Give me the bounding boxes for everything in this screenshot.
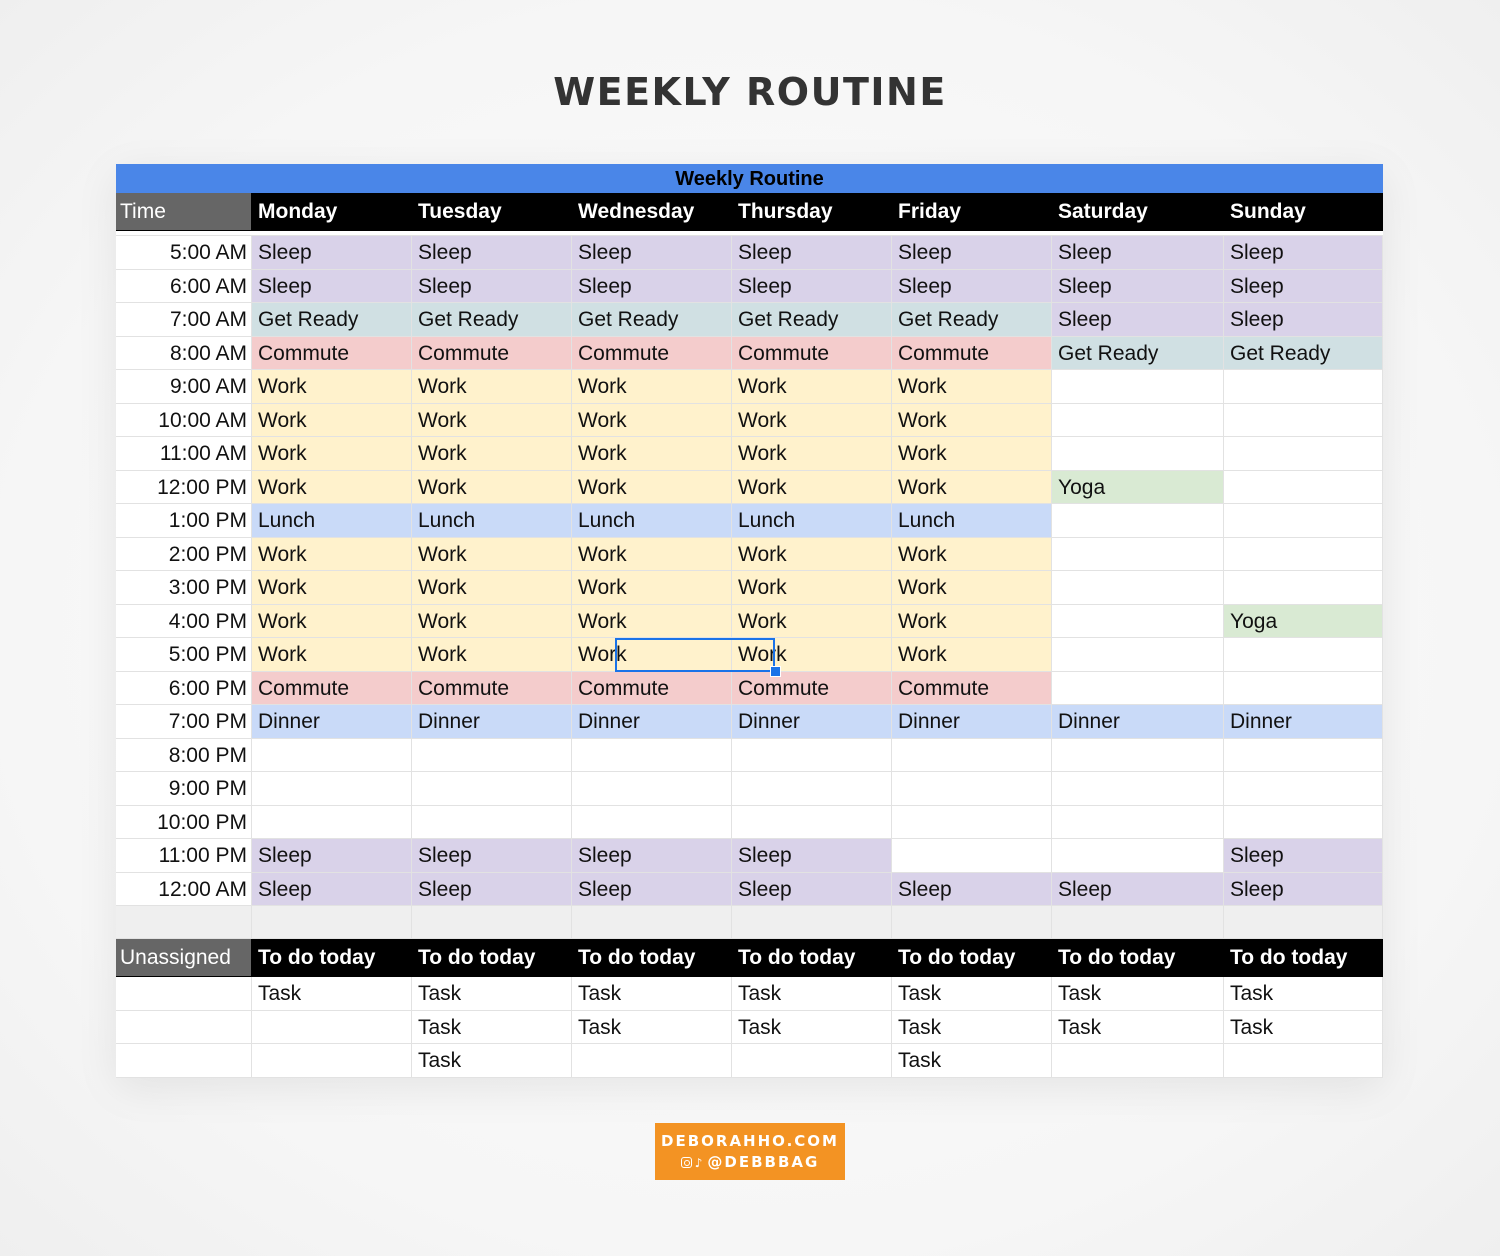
schedule-cell[interactable] [1052,605,1224,639]
task-cell[interactable]: Task [892,977,1052,1011]
schedule-row [116,437,1383,471]
schedule-cell[interactable]: Yoga [1224,605,1383,639]
fill-handle[interactable] [770,666,781,677]
schedule-cell[interactable] [1224,638,1383,672]
schedule-row [116,571,1383,605]
badge-handle: @DEBBBAG [707,1153,820,1171]
schedule-row [116,236,1383,270]
schedule-cell[interactable]: Work [572,605,732,639]
schedule-cell[interactable]: Get Ready [252,303,412,337]
badge-site: DEBORAHHO.COM [661,1132,839,1150]
schedule-cell[interactable]: Sleep [572,270,732,304]
schedule-cell[interactable]: Lunch [732,504,892,538]
schedule-cell[interactable]: Get Ready [1052,337,1224,371]
schedule-cell[interactable]: Sleep [252,839,412,873]
schedule-cell[interactable]: Sleep [892,236,1052,270]
schedule-cell[interactable]: Yoga [1052,471,1224,505]
schedule-cell[interactable]: Sleep [732,236,892,270]
page-title: WEEKLY ROUTINE [553,70,947,114]
time-cell[interactable]: 6:00 PM [116,672,252,706]
schedule-cell[interactable]: Commute [572,337,732,371]
schedule-cell[interactable] [732,772,892,806]
schedule-cell[interactable]: Get Ready [732,303,892,337]
schedule-cell[interactable]: Sleep [412,236,572,270]
schedule-cell[interactable] [1052,672,1224,706]
unassigned-header[interactable]: Unassigned [116,939,252,977]
schedule-cell[interactable]: Work [732,538,892,572]
task-cell[interactable]: Task [252,977,412,1011]
schedule-cell[interactable]: Commute [732,672,892,706]
task-cell[interactable] [1052,1044,1224,1078]
schedule-row [116,839,1383,873]
schedule-cell[interactable]: Work [252,404,412,438]
schedule-cell[interactable]: Work [412,638,572,672]
schedule-cell[interactable]: Dinner [412,705,572,739]
schedule-cell[interactable] [252,772,412,806]
schedule-cell[interactable]: Dinner [892,705,1052,739]
schedule-cell[interactable] [1052,538,1224,572]
schedule-cell[interactable]: Work [732,605,892,639]
schedule-cell[interactable] [1224,806,1383,840]
task-cell[interactable]: Task [732,1011,892,1045]
time-cell[interactable]: 10:00 AM [116,404,252,438]
schedule-cell[interactable]: Work [892,404,1052,438]
schedule-row [116,303,1383,337]
spreadsheet [116,164,1383,1078]
task-cell[interactable]: Task [1052,1011,1224,1045]
schedule-cell[interactable] [1224,370,1383,404]
schedule-cell[interactable] [892,739,1052,773]
schedule-cell[interactable]: Work [732,471,892,505]
schedule-cell[interactable]: Work [252,605,412,639]
schedule-row [116,705,1383,739]
schedule-row [116,605,1383,639]
schedule-cell[interactable]: Work [252,638,412,672]
schedule-cell[interactable] [572,739,732,773]
task-cell[interactable] [252,1044,412,1078]
empty-cell[interactable] [116,906,252,939]
schedule-cell[interactable] [412,806,572,840]
schedule-cell[interactable] [1052,404,1224,438]
schedule-cell[interactable]: Sleep [252,270,412,304]
time-cell[interactable]: 6:00 AM [116,270,252,304]
schedule-cell[interactable]: Sleep [572,839,732,873]
schedule-cell[interactable]: Work [252,538,412,572]
schedule-cell[interactable]: Work [412,471,572,505]
todo-row [116,1011,1383,1045]
day-header-monday[interactable]: Monday [252,193,412,231]
empty-cell[interactable] [572,906,732,939]
schedule-cell[interactable]: Work [252,571,412,605]
empty-cell[interactable] [732,906,892,939]
schedule-cell[interactable] [892,772,1052,806]
todo-header-cell[interactable]: To do today [732,939,892,977]
schedule-body [116,236,1383,906]
schedule-cell[interactable]: Work [892,638,1052,672]
schedule-cell[interactable]: Sleep [412,270,572,304]
schedule-row [116,806,1383,840]
empty-cell[interactable] [116,977,252,1011]
schedule-cell[interactable]: Get Ready [892,303,1052,337]
schedule-cell[interactable]: Work [252,471,412,505]
schedule-cell[interactable] [1224,772,1383,806]
todo-header-cell[interactable]: To do today [252,939,412,977]
schedule-cell[interactable] [412,772,572,806]
schedule-cell[interactable]: Dinner [572,705,732,739]
separator-row [116,906,1383,939]
task-cell[interactable] [572,1044,732,1078]
schedule-cell[interactable]: Sleep [892,270,1052,304]
todo-header-cell[interactable]: To do today [412,939,572,977]
schedule-cell[interactable]: Sleep [892,873,1052,907]
task-cell[interactable] [732,1044,892,1078]
schedule-cell[interactable] [1224,471,1383,505]
day-header-thursday[interactable]: Thursday [732,193,892,231]
task-cell[interactable]: Task [892,1011,1052,1045]
instagram-icon [681,1157,692,1168]
schedule-cell[interactable]: Sleep [1224,839,1383,873]
schedule-cell[interactable] [732,739,892,773]
schedule-cell[interactable]: Sleep [572,873,732,907]
todo-body [116,977,1383,1078]
task-cell[interactable]: Task [1052,977,1224,1011]
schedule-cell[interactable] [1052,739,1224,773]
schedule-cell[interactable]: Work [892,605,1052,639]
schedule-row [116,772,1383,806]
schedule-cell[interactable]: Work [412,437,572,471]
schedule-cell[interactable]: Work [572,437,732,471]
schedule-cell[interactable]: Commute [252,337,412,371]
schedule-cell[interactable]: Sleep [1052,270,1224,304]
schedule-cell[interactable] [252,806,412,840]
todo-header-cell[interactable]: To do today [1224,939,1383,977]
time-header[interactable]: Time [116,193,252,231]
schedule-cell[interactable] [1052,839,1224,873]
sheet-banner[interactable]: Weekly Routine [116,164,1383,193]
schedule-cell[interactable]: Sleep [1224,236,1383,270]
schedule-row [116,672,1383,706]
todo-row [116,977,1383,1011]
schedule-cell[interactable]: Get Ready [412,303,572,337]
schedule-cell[interactable]: Dinner [732,705,892,739]
schedule-cell[interactable]: Sleep [1224,873,1383,907]
task-cell[interactable]: Task [1224,1011,1383,1045]
schedule-cell[interactable]: Get Ready [1224,337,1383,371]
day-header-sunday[interactable]: Sunday [1224,193,1383,231]
task-cell[interactable]: Task [572,977,732,1011]
task-cell[interactable]: Task [412,977,572,1011]
day-header-friday[interactable]: Friday [892,193,1052,231]
schedule-cell[interactable]: Work [892,538,1052,572]
schedule-cell[interactable] [1052,370,1224,404]
schedule-cell[interactable]: Work [572,404,732,438]
schedule-row [116,270,1383,304]
schedule-cell[interactable] [1224,404,1383,438]
schedule-cell[interactable] [1224,538,1383,572]
schedule-cell[interactable]: Lunch [412,504,572,538]
schedule-cell[interactable] [732,806,892,840]
schedule-cell[interactable] [1052,638,1224,672]
time-cell[interactable]: 9:00 AM [116,370,252,404]
schedule-row [116,538,1383,572]
schedule-cell[interactable]: Work [732,404,892,438]
day-header-wednesday[interactable]: Wednesday [572,193,732,231]
schedule-cell[interactable]: Work [412,571,572,605]
schedule-cell[interactable]: Sleep [412,873,572,907]
schedule-cell[interactable]: Work [892,370,1052,404]
schedule-cell[interactable]: Work [572,571,732,605]
schedule-cell[interactable]: Work [572,370,732,404]
schedule-row [116,739,1383,773]
schedule-cell[interactable] [1052,772,1224,806]
schedule-cell[interactable]: Sleep [412,839,572,873]
empty-cell[interactable] [252,906,412,939]
time-cell[interactable]: 7:00 PM [116,705,252,739]
schedule-cell[interactable] [1052,504,1224,538]
task-cell[interactable]: Task [892,1044,1052,1078]
schedule-cell[interactable]: Work [892,437,1052,471]
schedule-cell[interactable]: Sleep [1052,303,1224,337]
schedule-cell[interactable]: Work [732,370,892,404]
schedule-cell[interactable]: Lunch [252,504,412,538]
schedule-cell[interactable]: Sleep [732,270,892,304]
schedule-cell[interactable]: Commute [892,672,1052,706]
schedule-cell[interactable]: Work [732,571,892,605]
schedule-cell[interactable]: Sleep [252,236,412,270]
schedule-cell[interactable] [252,739,412,773]
schedule-cell[interactable]: Commute [412,337,572,371]
schedule-cell[interactable]: Work [252,437,412,471]
time-cell[interactable]: 8:00 PM [116,739,252,773]
schedule-cell[interactable] [572,806,732,840]
schedule-cell[interactable] [572,772,732,806]
schedule-cell[interactable]: Sleep [1224,270,1383,304]
schedule-row [116,337,1383,371]
schedule-cell[interactable] [892,806,1052,840]
schedule-cell[interactable]: Lunch [572,504,732,538]
time-cell[interactable]: 3:00 PM [116,571,252,605]
schedule-cell[interactable]: Sleep [732,839,892,873]
empty-cell[interactable] [116,1044,252,1078]
site-badge[interactable] [655,1123,845,1180]
time-cell[interactable]: 11:00 PM [116,839,252,873]
task-cell[interactable]: Task [412,1011,572,1045]
schedule-cell[interactable]: Work [732,437,892,471]
schedule-cell[interactable]: Sleep [1052,236,1224,270]
time-cell[interactable]: 4:00 PM [116,605,252,639]
schedule-cell[interactable]: Work [572,471,732,505]
time-cell[interactable]: 12:00 AM [116,873,252,907]
schedule-row [116,404,1383,438]
tiktok-icon: ♪ [694,1156,705,1170]
todo-header-row [116,939,1383,977]
task-cell[interactable] [1224,1044,1383,1078]
schedule-cell[interactable] [1224,672,1383,706]
schedule-cell[interactable] [892,839,1052,873]
time-cell[interactable]: 9:00 PM [116,772,252,806]
task-cell[interactable]: Task [732,977,892,1011]
schedule-cell[interactable]: Get Ready [572,303,732,337]
todo-header-cell[interactable]: To do today [892,939,1052,977]
schedule-cell[interactable]: Sleep [1224,303,1383,337]
empty-cell[interactable] [892,906,1052,939]
schedule-cell[interactable]: Sleep [732,873,892,907]
empty-cell[interactable] [412,906,572,939]
day-header-saturday[interactable]: Saturday [1052,193,1224,231]
time-cell[interactable]: 5:00 AM [116,236,252,270]
schedule-cell[interactable] [1052,571,1224,605]
day-header-tuesday[interactable]: Tuesday [412,193,572,231]
schedule-cell[interactable]: Commute [412,672,572,706]
schedule-row [116,873,1383,907]
empty-cell[interactable] [1052,906,1224,939]
empty-cell[interactable] [1224,906,1383,939]
schedule-cell[interactable] [1052,437,1224,471]
schedule-cell[interactable]: Work [572,638,732,672]
schedule-cell[interactable]: Work [412,370,572,404]
schedule-cell[interactable]: Work [892,471,1052,505]
time-cell[interactable]: 12:00 PM [116,471,252,505]
todo-header-cell[interactable]: To do today [572,939,732,977]
schedule-row [116,638,1383,672]
time-cell[interactable]: 2:00 PM [116,538,252,572]
time-cell[interactable]: 1:00 PM [116,504,252,538]
time-cell[interactable]: 7:00 AM [116,303,252,337]
schedule-cell[interactable] [1224,739,1383,773]
task-cell[interactable]: Task [1224,977,1383,1011]
schedule-cell[interactable]: Sleep [252,873,412,907]
schedule-cell[interactable]: Work [572,538,732,572]
schedule-cell[interactable]: Commute [252,672,412,706]
schedule-cell[interactable]: Commute [572,672,732,706]
schedule-cell[interactable]: Commute [732,337,892,371]
schedule-cell[interactable] [412,739,572,773]
empty-cell[interactable] [116,1011,252,1045]
schedule-cell[interactable] [1224,571,1383,605]
schedule-cell[interactable]: Work [732,638,892,672]
badge-social [655,1150,845,1171]
schedule-cell[interactable]: Work [412,404,572,438]
schedule-cell[interactable]: Work [892,571,1052,605]
schedule-cell[interactable]: Sleep [1052,873,1224,907]
task-cell[interactable]: Task [412,1044,572,1078]
task-cell[interactable]: Task [572,1011,732,1045]
schedule-cell[interactable]: Commute [892,337,1052,371]
time-cell[interactable]: 5:00 PM [116,638,252,672]
schedule-cell[interactable]: Lunch [892,504,1052,538]
schedule-cell[interactable] [1224,504,1383,538]
schedule-row [116,471,1383,505]
schedule-row [116,370,1383,404]
schedule-cell[interactable]: Dinner [1224,705,1383,739]
time-cell[interactable]: 8:00 AM [116,337,252,371]
todo-row [116,1044,1383,1078]
todo-header-cell[interactable]: To do today [1052,939,1224,977]
schedule-cell[interactable]: Work [412,605,572,639]
schedule-cell[interactable] [1052,806,1224,840]
schedule-row [116,504,1383,538]
schedule-cell[interactable]: Work [252,370,412,404]
schedule-cell[interactable]: Dinner [1052,705,1224,739]
schedule-cell[interactable]: Sleep [572,236,732,270]
time-cell[interactable]: 10:00 PM [116,806,252,840]
task-cell[interactable] [252,1011,412,1045]
schedule-cell[interactable]: Work [412,538,572,572]
schedule-cell[interactable]: Dinner [252,705,412,739]
time-cell[interactable]: 11:00 AM [116,437,252,471]
schedule-cell[interactable] [1224,437,1383,471]
header-row [116,193,1383,231]
